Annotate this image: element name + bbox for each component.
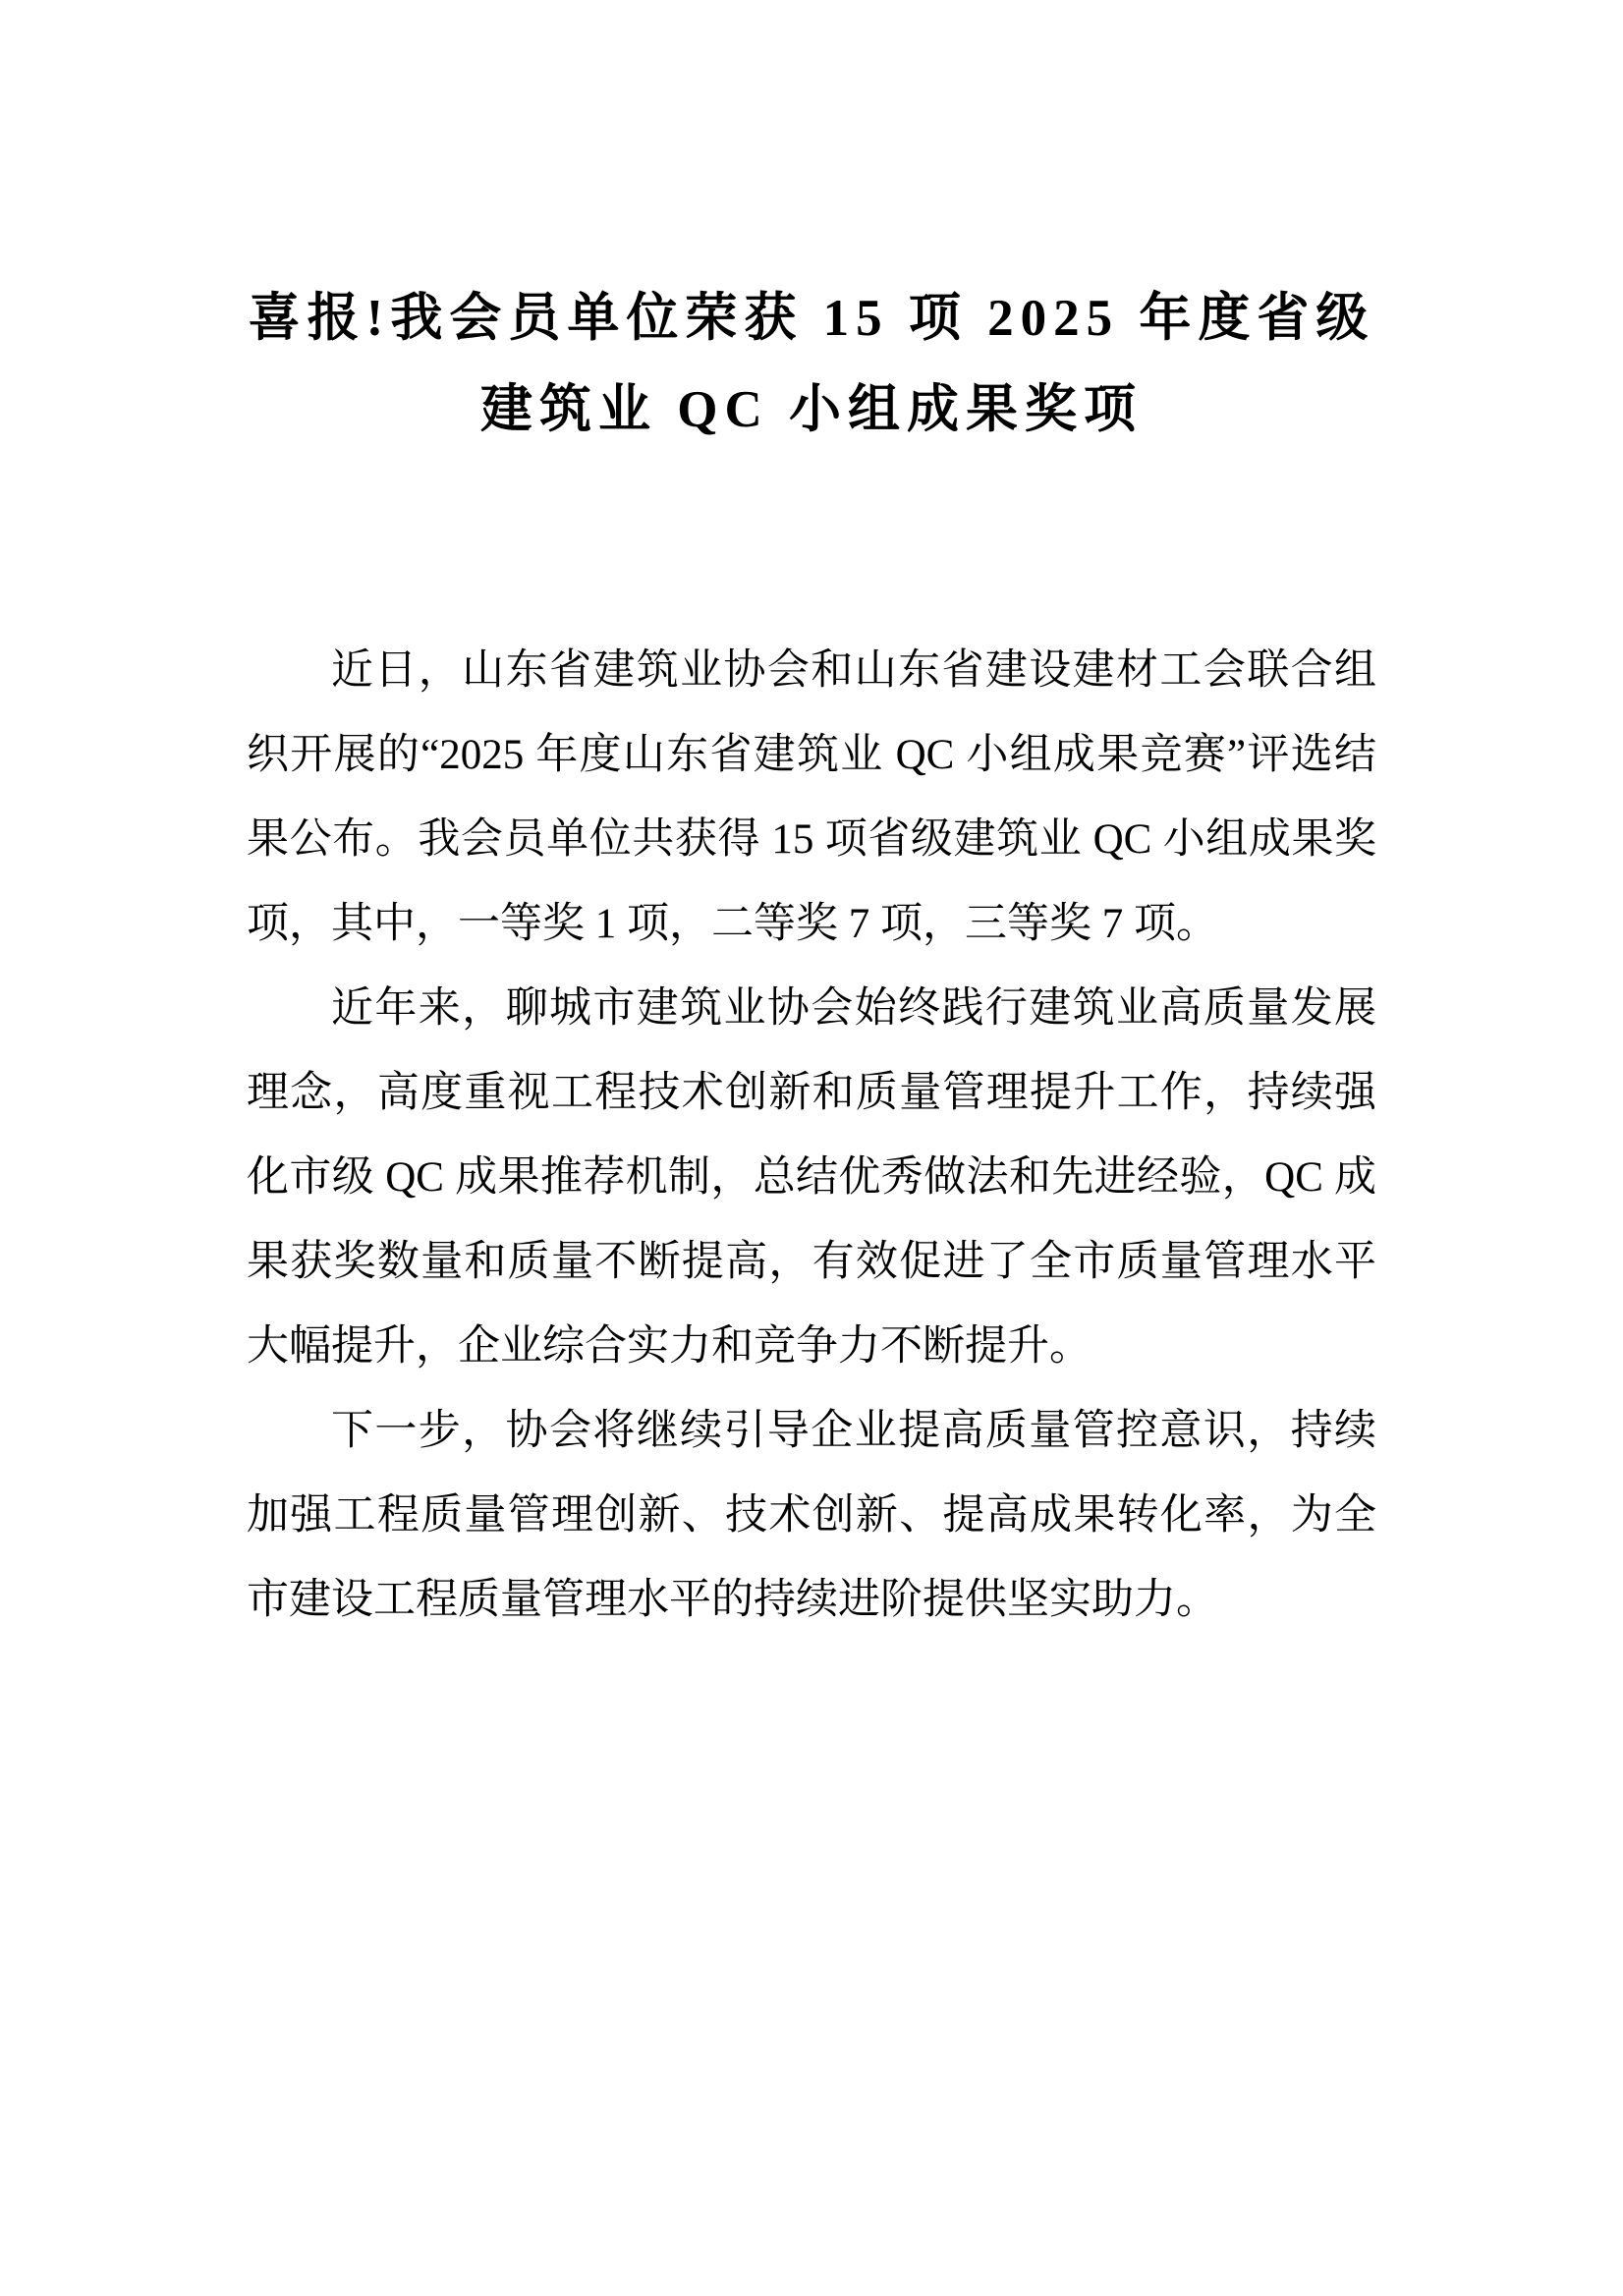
page-title-line-2: 建筑业 QC 小组成果奖项 [480,381,1143,438]
document-body [247,629,1376,1643]
page-title-line-1: 喜报!我会员单位荣获 15 项 2025 年度省级 [248,290,1375,347]
paragraph-announcement: 近日，山东省建筑业协会和山东省建设建材工会联合组织开展的“2025 年度山东省建筑业 QC 小组成果竞赛”评选结果公布。我会员单位共获得 15 项省级建筑业 QC 小组成果奖项，其中，一等奖 1 项，二等奖 7 项，三等奖 7 项。 [247,647,1376,947]
paragraph-next-steps: 下一步，协会将继续引导企业提高质量管控意识，持续加强工程质量管理创新、技术创新、提高成果转化率，为全市建设工程质量管理水平的持续进阶提供坚实助力。 [247,1408,1376,1623]
paragraph-background: 近年来，聊城市建筑业协会始终践行建筑业高质量发展理念，高度重视工程技术创新和质量管理提升工作，持续强化市级 QC 成果推荐机制，总结优秀做法和先进经验，QC 成果获奖数量和质量不断提高，有效促进了全市质量管理水平大幅提升，企业综合实力和竞争力不断提升。 [247,985,1376,1370]
page-title [247,273,1376,456]
